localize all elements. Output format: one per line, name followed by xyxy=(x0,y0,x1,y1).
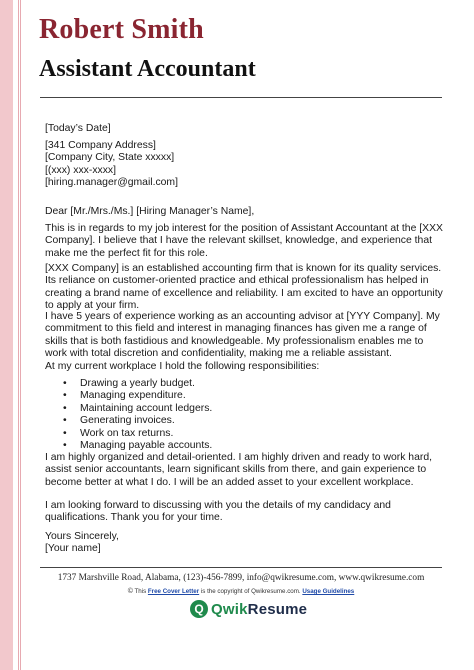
bullet-icon: • xyxy=(63,390,67,402)
logo-mark-icon: Q xyxy=(190,600,208,618)
address-line: [(xxx) xxx-xxxx] xyxy=(45,164,116,176)
header-divider xyxy=(40,97,442,98)
paragraph-intro: This is in regards to my job interest for the position of Assistant Accountant at the [XXX Company]. I believe that I have the relevant skillset, knowledge, and experience that make me the perfect fit for this role. xyxy=(45,223,443,259)
bullet-icon: • xyxy=(63,427,67,439)
paragraph-company: [XXX Company] is an established accounting firm that is known for its quality services. Its reliance on customer-oriented practice and ethical professionalism has helped in creating a brand name of excellence and reliability. I am excited to have an opportunity to apply at your firm. xyxy=(45,263,443,312)
copyright-icon: © xyxy=(127,588,133,595)
responsibilities-list xyxy=(45,378,445,452)
job-title: Assistant Accountant xyxy=(39,56,256,82)
paragraph-qualities: I am highly organized and detail-oriented. I am highly driven and ready to work hard, assist senior accountants, learn significant skills from there, and gain experience to become better at what I do. I will be an added asset to your excellent workplace. xyxy=(45,452,432,488)
list-item: • Generating invoices. xyxy=(63,415,175,427)
paragraph-responsibilities-intro: At my current workplace I hold the following responsibilities: xyxy=(45,361,320,372)
date-line: [Today’s Date] xyxy=(45,123,111,134)
paragraph-closing: I am looking forward to discussing with you the details of my candidacy and qualifications. Thank you for your time. xyxy=(45,500,391,524)
list-item: • Drawing a yearly budget. xyxy=(63,378,195,389)
bullet-icon: • xyxy=(63,415,67,427)
decorative-side-line xyxy=(18,0,19,670)
decorative-side-bar xyxy=(0,0,13,670)
footer-divider xyxy=(40,567,442,568)
copyright-notice: © This Free Cover Letter is the copyright of Qwikresume.com. Usage Guidelines xyxy=(127,588,355,595)
address-line: [341 Company Address] xyxy=(45,140,156,151)
list-item: • Managing payable accounts. xyxy=(63,440,213,452)
bullet-icon: • xyxy=(63,440,67,452)
bullet-icon: • xyxy=(63,378,67,389)
applicant-name: Robert Smith xyxy=(39,14,204,45)
closing: Yours Sincerely, xyxy=(45,531,119,542)
usage-guidelines-link[interactable]: Usage Guidelines xyxy=(302,588,355,595)
paragraph-experience: I have 5 years of experience working as an accounting advisor at [YYY Company]. My commitment to this field and interest in managing finances has given me a range of skills that is both fastidious and knowledgeable. My professionalism enables me to work with total discretion and confidentiality, making me a reliable assistant. xyxy=(45,311,440,360)
recipient-address xyxy=(45,140,445,190)
signature-name: [Your name] xyxy=(45,543,101,554)
list-item: • Maintaining account ledgers. xyxy=(63,402,213,414)
salutation: Dear [Mr./Mrs./Ms.] [Hiring Manager’s Name], xyxy=(45,206,255,217)
list-item: • Managing expenditure. xyxy=(63,390,186,402)
footer-contact-line: 1737 Marshville Road, Alabama, (123)-456-7899, info@qwikresume.com, www.qwikresume.com xyxy=(57,573,425,583)
qwikresume-logo[interactable] xyxy=(190,598,307,620)
decorative-side-line xyxy=(20,0,21,670)
free-cover-letter-link[interactable]: Free Cover Letter xyxy=(147,588,200,595)
email-line: [hiring.manager@gmail.com] xyxy=(45,177,178,189)
logo-wordmark: QwikResume xyxy=(211,600,308,618)
bullet-icon: • xyxy=(63,402,67,414)
address-line: [Company City, State xxxxx] xyxy=(45,152,175,164)
list-item: • Work on tax returns. xyxy=(63,427,174,439)
